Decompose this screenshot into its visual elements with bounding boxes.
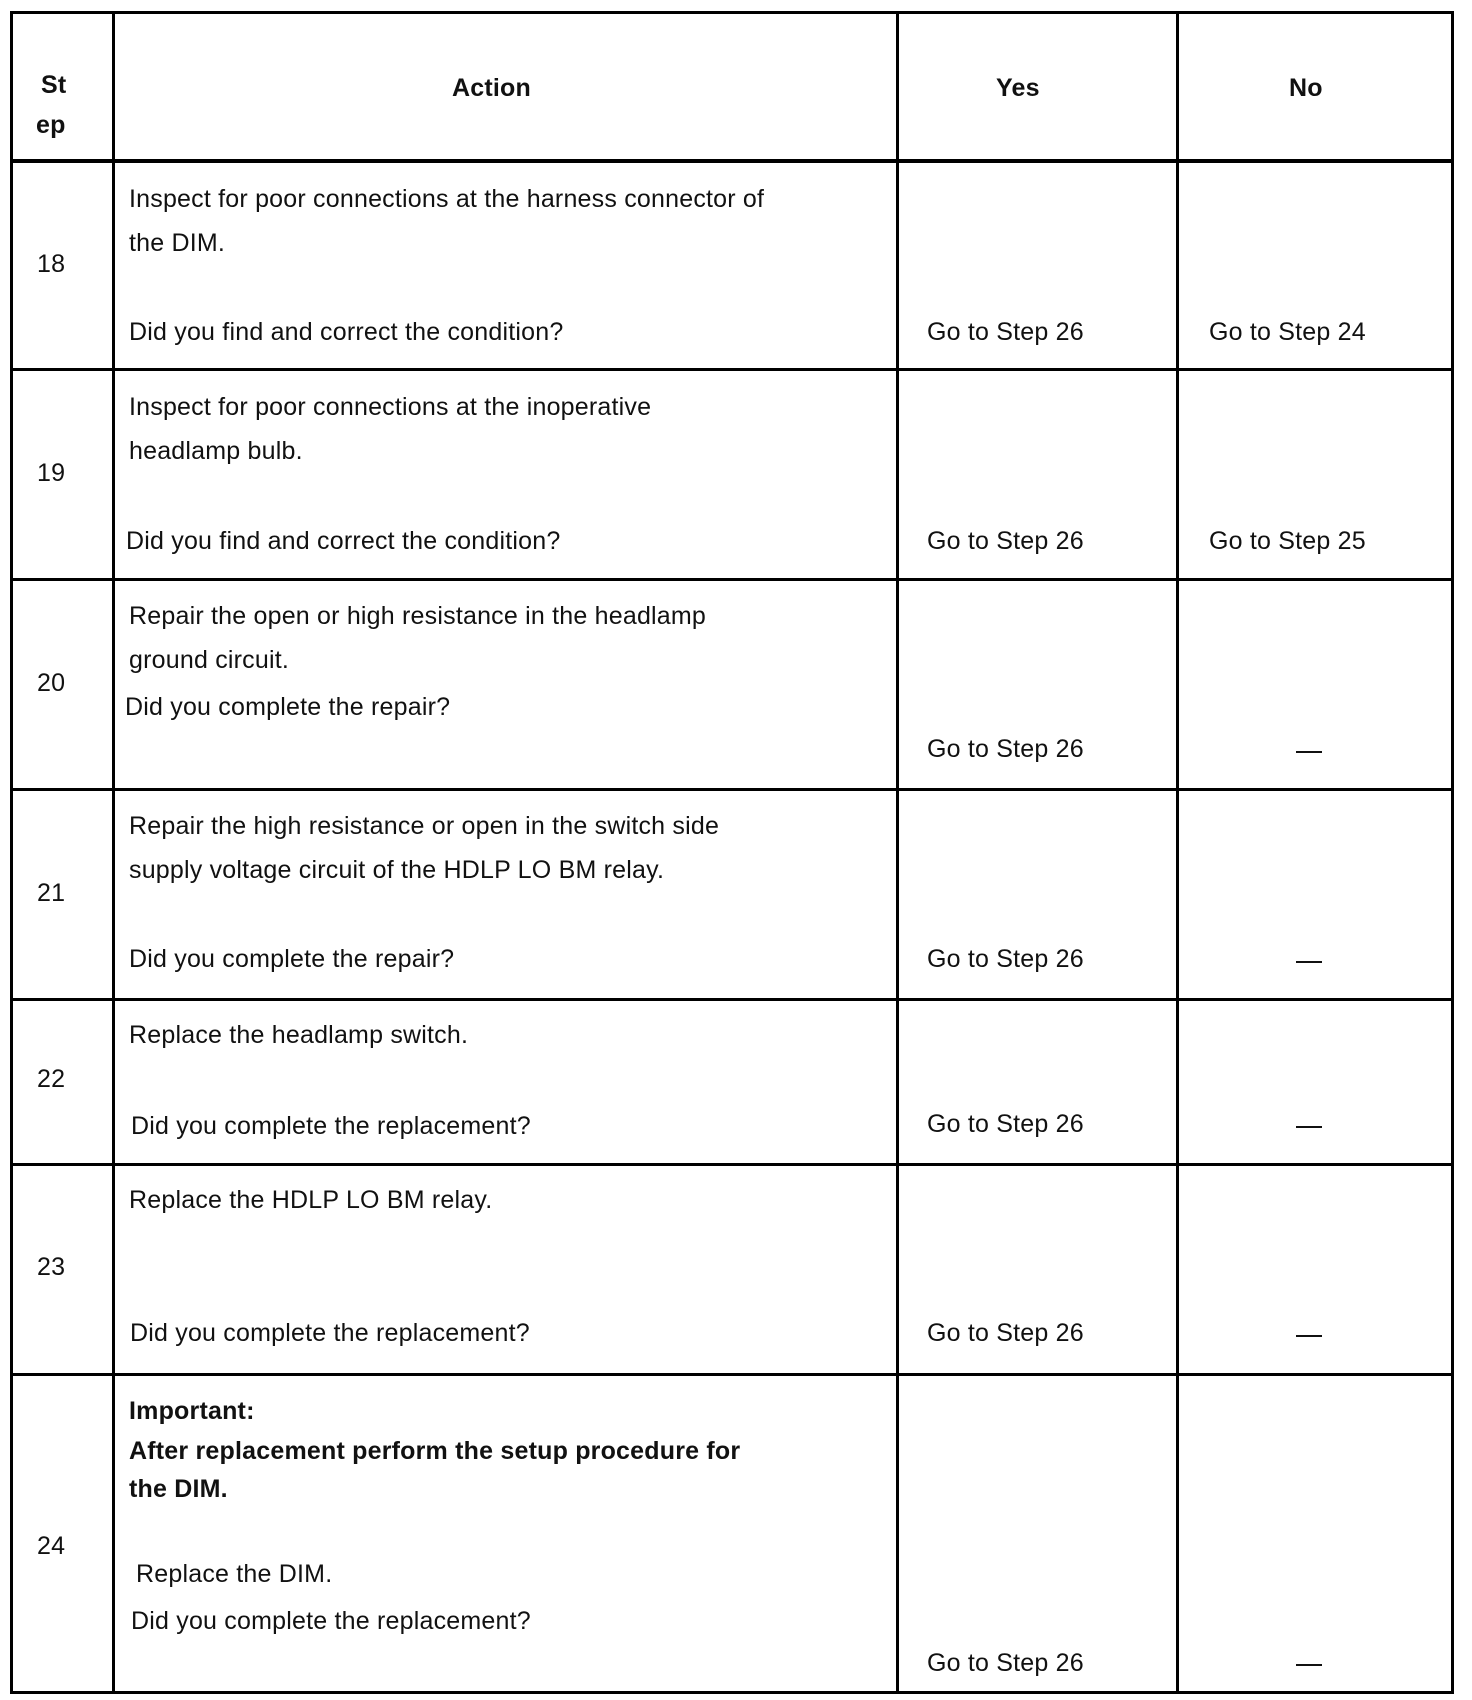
action-text: Replace the headlamp switch.	[129, 1021, 469, 1049]
header-yes: Yes	[996, 74, 1040, 102]
yes-result: Go to Step 26	[927, 527, 1084, 555]
row-divider	[13, 788, 1451, 791]
action-text: Repair the open or high resistance in the headlamp	[129, 602, 707, 630]
row-divider	[13, 159, 1451, 163]
action-text: supply voltage circuit of the HDLP LO BM relay.	[129, 856, 665, 884]
column-divider	[896, 14, 899, 1691]
question-text: Did you complete the repair?	[125, 693, 451, 721]
step-number: 24	[37, 1532, 66, 1560]
no-result: Go to Step 25	[1209, 527, 1366, 555]
header-action: Action	[452, 74, 531, 102]
question-text: Did you complete the replacement?	[130, 1319, 530, 1347]
action-text: Replace the HDLP LO BM relay.	[129, 1186, 493, 1214]
no-result-dash	[1296, 1664, 1322, 1666]
yes-result: Go to Step 26	[927, 1649, 1084, 1677]
step-number: 19	[37, 459, 66, 487]
no-result-dash	[1296, 961, 1322, 963]
column-divider	[112, 14, 115, 1691]
yes-result: Go to Step 26	[927, 1110, 1084, 1138]
diagnostic-table	[10, 11, 1454, 1694]
question-text: Did you complete the repair?	[129, 945, 455, 973]
action-text: the DIM.	[129, 229, 226, 257]
step-number: 23	[37, 1253, 66, 1281]
action-text: ground circuit.	[129, 646, 290, 674]
yes-result: Go to Step 26	[927, 1319, 1084, 1347]
step-number: 21	[37, 879, 66, 907]
important-label: Important:	[129, 1397, 255, 1425]
yes-result: Go to Step 26	[927, 945, 1084, 973]
row-divider	[13, 1163, 1451, 1166]
row-divider	[13, 578, 1451, 581]
yes-result: Go to Step 26	[927, 318, 1084, 346]
action-text: Inspect for poor connections at the inoperative	[129, 393, 652, 421]
header-step: St	[41, 71, 67, 99]
no-result-dash	[1296, 1335, 1322, 1337]
header-no: No	[1289, 74, 1323, 102]
yes-result: Go to Step 26	[927, 735, 1084, 763]
step-number: 18	[37, 250, 66, 278]
question-text: Did you complete the replacement?	[131, 1607, 531, 1635]
row-divider	[13, 1373, 1451, 1376]
column-divider	[1176, 14, 1179, 1691]
row-divider	[13, 998, 1451, 1001]
header-step: ep	[36, 111, 66, 139]
step-number: 22	[37, 1065, 66, 1093]
action-text: Replace the DIM.	[136, 1560, 333, 1588]
no-result-dash	[1296, 1126, 1322, 1128]
question-text: Did you complete the replacement?	[131, 1112, 531, 1140]
question-text: Did you find and correct the condition?	[126, 527, 561, 555]
important-note: the DIM.	[129, 1475, 228, 1503]
step-number: 20	[37, 669, 66, 697]
important-note: After replacement perform the setup procedure for	[129, 1437, 741, 1465]
no-result: Go to Step 24	[1209, 318, 1366, 346]
action-text: headlamp bulb.	[129, 437, 303, 465]
row-divider	[13, 368, 1451, 371]
action-text: Inspect for poor connections at the harness connector of	[129, 185, 765, 213]
no-result-dash	[1296, 751, 1322, 753]
question-text: Did you find and correct the condition?	[129, 318, 564, 346]
action-text: Repair the high resistance or open in the switch side	[129, 812, 720, 840]
